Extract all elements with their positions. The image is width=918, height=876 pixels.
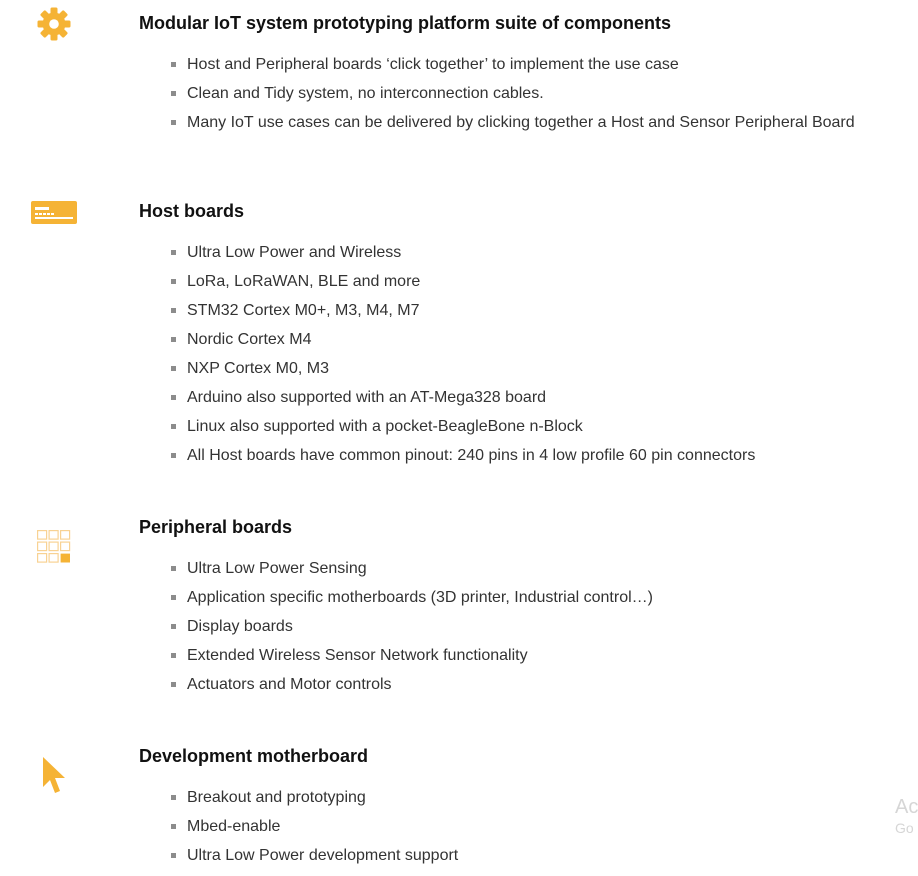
list-item: Actuators and Motor controls	[171, 676, 653, 705]
list-item: All Host boards have common pinout: 240 pins in 4 low profile 60 pin connectors	[171, 447, 755, 476]
list-item: Host and Peripheral boards ‘click together’ to implement the use case	[171, 56, 855, 85]
list-item: STM32 Cortex M0+, M3, M4, M7	[171, 302, 755, 331]
list-item: Arduino also supported with an AT-Mega328 board	[171, 389, 755, 418]
watermark-line-1: Ac	[895, 796, 918, 818]
list-item: Linux also supported with a pocket-BeagleBone n-Block	[171, 418, 755, 447]
feature-list	[171, 560, 653, 705]
list-item: Breakout and prototyping	[171, 789, 458, 818]
watermark-line-2: Go	[895, 820, 914, 836]
list-item: Mbed-enable	[171, 818, 458, 847]
list-item: Clean and Tidy system, no interconnection cables.	[171, 85, 855, 114]
feature-list	[171, 244, 755, 476]
feature-list	[171, 789, 458, 876]
feature-list	[171, 56, 855, 143]
cursor-icon	[42, 756, 66, 799]
list-item: Ultra Low Power Sensing	[171, 560, 653, 589]
list-item: Ultra Low Power and Wireless	[171, 244, 755, 273]
list-item: Many IoT use cases can be delivered by clicking together a Host and Sensor Peripheral Board	[171, 114, 855, 143]
section-title: Development motherboard	[139, 746, 369, 766]
gear-icon	[36, 6, 72, 47]
section-title: Modular IoT system prototyping platform suite of components	[139, 13, 672, 33]
section-title: Peripheral boards	[139, 517, 293, 537]
list-item: Display boards	[171, 618, 653, 647]
list-item: Application specific motherboards (3D printer, Industrial control…)	[171, 589, 653, 618]
grid-icon	[37, 530, 71, 568]
section-title: Host boards	[139, 201, 245, 221]
list-item: Nordic Cortex M4	[171, 331, 755, 360]
list-item: Extended Wireless Sensor Network functionality	[171, 647, 653, 676]
list-item: Ultra Low Power development support	[171, 847, 458, 876]
activation-watermark	[895, 795, 918, 837]
list-item: LoRa, LoRaWAN, BLE and more	[171, 273, 755, 302]
board-icon	[31, 201, 77, 229]
list-item: NXP Cortex M0, M3	[171, 360, 755, 389]
